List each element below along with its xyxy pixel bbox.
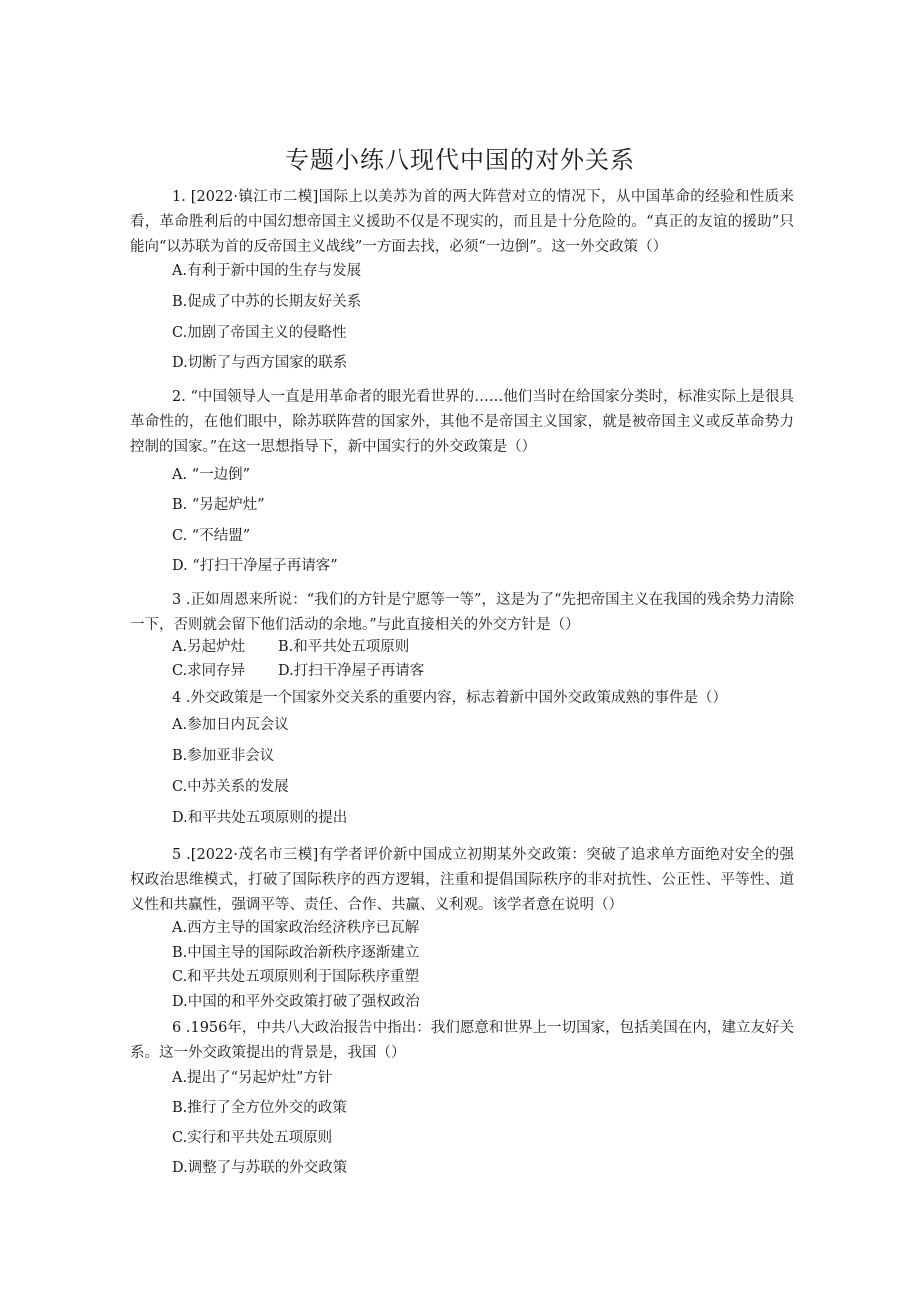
question-6-stem: 6 .1956年，中共八大政治报告中指出：我们愿意和世界上一切国家，包括美国在内，建立友好关系。这一外交政策提出的背景是，我国（） bbox=[130, 1020, 794, 1061]
question-5-stem: 5 .[2022·茂名市三模]有学者评价新中国成立初期某外交政策：突破了追求单方面绝对安全的强权政治思维模式，打破了国际秩序的西方逻辑，注重和提倡国际秩序的非对抗性、公正性、平等性、道义性和共赢性，强调平等、责任、合作、共赢、义利观。该学者意在说明（） bbox=[130, 847, 794, 913]
question-3-stem: 3 .正如周恩来所说：“我们的方针是宁愿等一等”，这是为了“先把帝国主义在我国的残余势力清除一下，否则就会留下他们活动的余地。”与此直接相关的外交方针是（） bbox=[130, 592, 794, 633]
question-2-option-b: B. “另起炉灶” bbox=[172, 497, 265, 513]
question-5-option-d: D.中国的和平外交政策打破了强权政治 bbox=[172, 994, 420, 1010]
question-4-option-b: B.参加亚非会议 bbox=[172, 748, 275, 764]
question-3-option-c: C.求同存异 bbox=[172, 663, 246, 679]
question-6-option-b: B.推行了全方位外交的政策 bbox=[172, 1100, 347, 1116]
question-1-option-a: A.有利于新中国的生存与发展 bbox=[172, 263, 362, 279]
question-1-option-c: C.加剧了帝国主义的侵略性 bbox=[172, 325, 347, 341]
question-5-option-b: B.中国主导的国际政治新秩序逐渐建立 bbox=[172, 945, 420, 961]
question-1-option-d: D.切断了与西方国家的联系 bbox=[172, 355, 348, 371]
page-title: 专题小练八现代中国的对外关系 bbox=[285, 146, 635, 174]
question-4-option-d: D.和平共处五项原则的提出 bbox=[172, 810, 348, 826]
question-2-stem: 2. “中国领导人一直是用革命者的眼光看世界的……他们当时在给国家分类时，标准实际上是很具革命性的，在他们眼中，除苏联阵营的国家外，其他不是帝国主义国家，就是被帝国主义或反革命势力控制的国家。”在这一思想指导下，新中国实行的外交政策是（） bbox=[130, 389, 794, 455]
question-5-option-a: A.西方主导的国家政治经济秩序已瓦解 bbox=[172, 920, 420, 936]
question-3-option-b: B.和平共处五项原则 bbox=[278, 639, 410, 655]
question-4-option-a: A.参加日内瓦会议 bbox=[172, 717, 289, 733]
question-3-option-d: D.打扫干净屋子再请客 bbox=[278, 663, 425, 679]
question-4-stem: 4 .外交政策是一个国家外交关系的重要内容，标志着新中国外交政策成熟的事件是（） bbox=[172, 690, 727, 706]
question-2-option-d: D. “打扫干净屋子再请客” bbox=[172, 558, 338, 574]
question-1-stem: 1. [2022·镇江市二模]国际上以美苏为首的两大阵营对立的情况下，从中国革命的经验和性质来看，革命胜利后的中国幻想帝国主义援助不仅是不现实的，而且是十分危险的。“真正的友谊的援助”只能向“以苏联为首的反帝国主义战线”一方面去找，必须“一边倒”。这一外交政策（） bbox=[130, 189, 794, 255]
question-5-option-c: C.和平共处五项原则利于国际秩序重塑 bbox=[172, 969, 420, 985]
question-6-option-c: C.实行和平共处五项原则 bbox=[172, 1130, 333, 1146]
question-6-option-d: D.调整了与苏联的外交政策 bbox=[172, 1160, 348, 1176]
question-1-option-b: B.促成了中苏的长期友好关系 bbox=[172, 294, 362, 310]
question-4-option-c: C.中苏关系的发展 bbox=[172, 779, 289, 795]
question-6-option-a: A.提出了“另起炉灶”方针 bbox=[172, 1070, 333, 1086]
question-3-option-a: A.另起炉灶 bbox=[172, 639, 246, 655]
question-2-option-a: A. “一边倒” bbox=[172, 467, 251, 483]
question-2-option-c: C. “不结盟” bbox=[172, 528, 251, 544]
